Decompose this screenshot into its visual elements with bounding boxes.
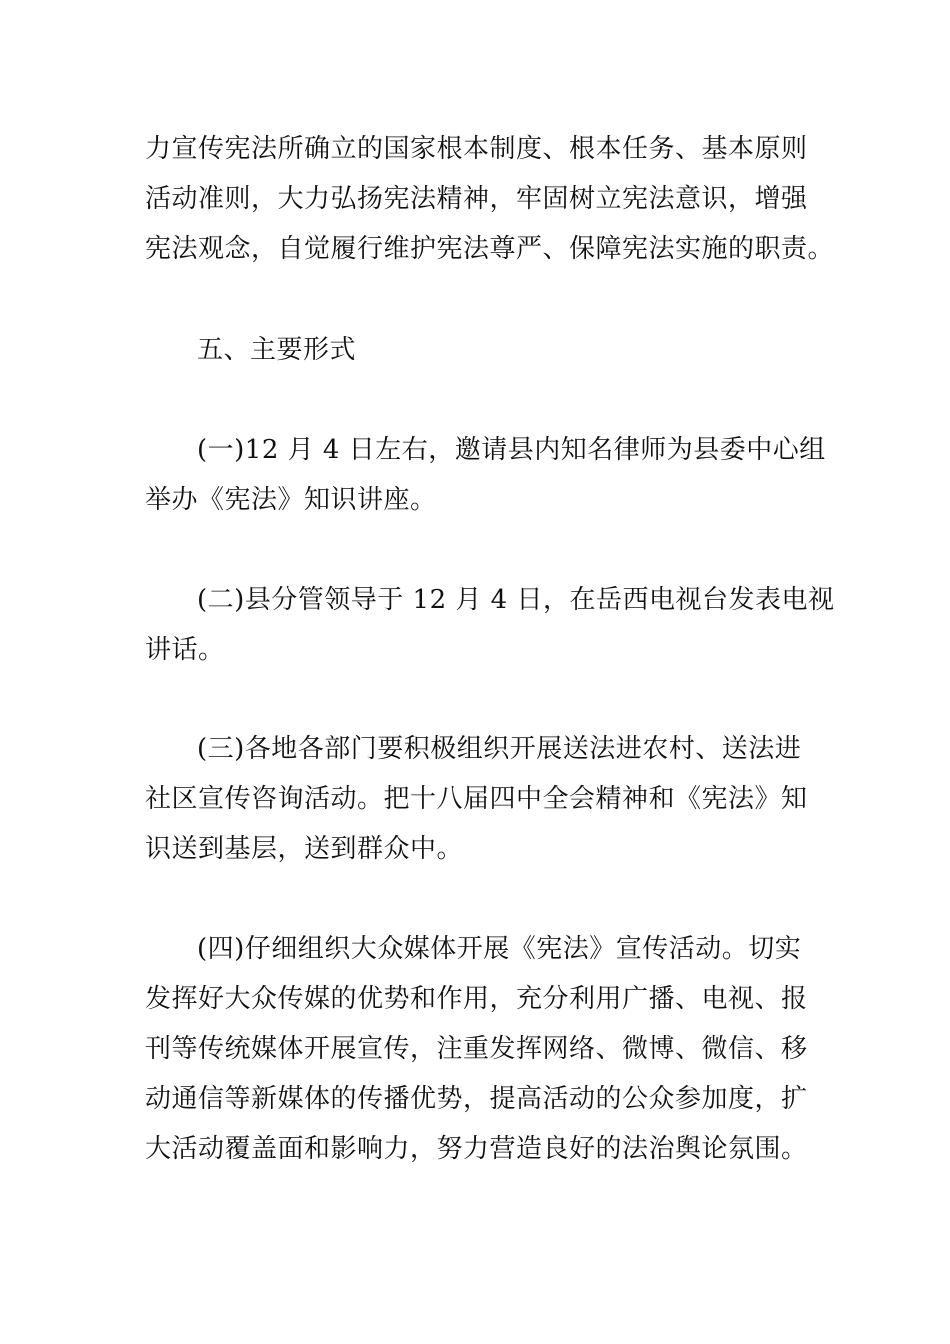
- paragraph-line: (二)县分管领导于 12 月 4 日，在岳西电视台发表电视: [197, 585, 835, 615]
- paragraph-line: 发挥好大众传媒的优势和作用，充分利用广播、电视、报: [145, 984, 808, 1014]
- paragraph-line: (四)仔细组织大众媒体开展《宪法》宣传活动。切实: [197, 934, 802, 964]
- paragraph-line: (三)各地各部门要积极组织开展送法进农村、送法进: [197, 734, 802, 764]
- paragraph-line: 社区宣传咨询活动。把十八届四中全会精神和《宪法》知: [145, 784, 808, 814]
- paragraph-line: 力宣传宪法所确立的国家根本制度、根本任务、基本原则: [145, 134, 808, 164]
- paragraph-line: 举办《宪法》知识讲座。: [145, 485, 437, 515]
- paragraph-line: 活动准则，大力弘扬宪法精神，牢固树立宪法意识，增强: [145, 184, 808, 214]
- paragraph-line: (一)12 月 4 日左右，邀请县内知名律师为县委中心组: [197, 435, 826, 465]
- paragraph-line: 讲话。: [145, 635, 225, 665]
- paragraph-line: 动通信等新媒体的传播优势，提高活动的公众参加度，扩: [145, 1084, 808, 1114]
- paragraph-line: 刊等传统媒体开展宣传，注重发挥网络、微博、微信、移: [145, 1034, 808, 1064]
- paragraph-line: 大活动覆盖面和影响力，努力营造良好的法治舆论氛围。: [145, 1134, 808, 1164]
- paragraph-line: 宪法观念，自觉履行维护宪法尊严、保障宪法实施的职责。: [145, 234, 835, 264]
- paragraph-line: 识送到基层，送到群众中。: [145, 834, 464, 864]
- section-heading: 五、主要形式: [197, 335, 357, 365]
